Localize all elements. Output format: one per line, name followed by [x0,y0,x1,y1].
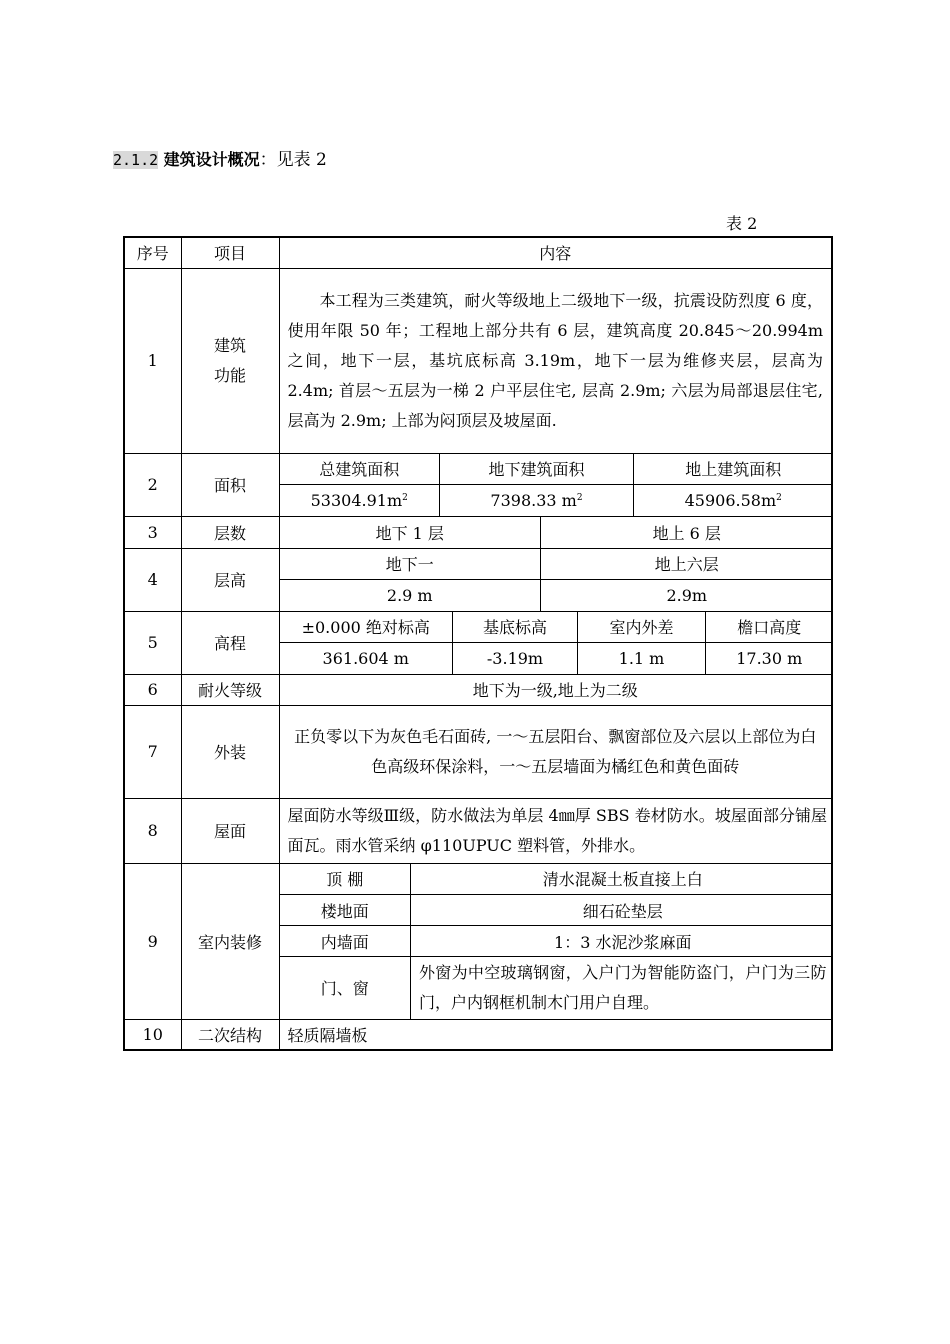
header-no: 序号 [124,237,181,268]
elevation-header: 室内外差 [578,612,706,643]
section-number: 2.1.2 [113,151,159,169]
elevation-header: ±0.000 绝对标高 [280,612,453,643]
section-heading [113,145,327,170]
row-number: 9 [124,863,181,1019]
row-item: 室内装修 [181,863,279,1019]
row-item [181,268,279,453]
row-item-line: 功能 [213,365,246,385]
interior-value: 外窗为中空玻璃钢窗，入户门为智能防盗门，户门为三防门，户内钢框机制木门用户自理。 [411,957,833,1019]
section-suffix: ：见表 2 [259,150,327,170]
table-row [124,674,832,705]
row-number: 1 [124,268,181,453]
row-item: 层高 [181,548,279,611]
row-number: 7 [124,705,181,798]
interior-key: 门、窗 [280,957,411,1019]
row-content [279,705,832,798]
row-number: 10 [124,1019,181,1050]
floors-value: 地上 6 层 [541,517,833,548]
interior-value: 细石砼垫层 [411,895,833,926]
row-number: 2 [124,453,181,516]
row-number: 3 [124,516,181,548]
row-item: 耐火等级 [181,674,279,705]
interior-subtable [280,864,833,1019]
row-number: 6 [124,674,181,705]
row-number: 5 [124,611,181,674]
area-value: 7398.33 $m^2$ [440,485,634,516]
elevation-subtable-cell [279,611,832,674]
storey-height-subtable-cell [279,548,832,611]
row-item: 面积 [181,453,279,516]
interior-subtable-cell [279,863,832,1019]
row-content [279,798,832,863]
table-row [124,268,832,453]
row-item: 二次结构 [181,1019,279,1050]
elevation-subtable [280,612,833,674]
row-item: 外装 [181,705,279,798]
row-content [279,268,832,453]
area-header: 地下建筑面积 [440,454,634,485]
row-content: 轻质隔墙板 [279,1019,832,1050]
row-number: 8 [124,798,181,863]
area-value: $45906.58m^2$ [634,485,833,516]
row-item: 层数 [181,516,279,548]
elevation-value: 361.604 m [280,643,453,674]
table-label: 表 2 [726,214,758,233]
roof-description: 屋面防水等级Ⅲ级，防水做法为单层 4㎜厚 SBS 卷材防水。坡屋面部分铺屋面瓦。雨水管采纳 φ110UPUC 塑料管，外排水。 [287,805,827,855]
function-description: 本工程为三类建筑，耐火等级地上二级地下一级，抗震设防烈度 6 度，使用年限 50 年；工程地上部分共有 6 层，建筑高度 20.845～20.994m 之间，地下一层，基坑底标高 3.19m，地下一层为维修夹层，层高为 2.4m; 首层～五层为一梯 2 户平层住宅, 层高 2.9m; 六层为局部退层住宅,层高为 2.9m; 上部为闷顶层及坡屋面. [287,290,823,430]
area-value: $53304.91m^2$ [280,485,440,516]
area-subtable [280,454,833,516]
floors-value: 地下 1 层 [280,517,541,548]
storey-height-header: 地上六层 [541,549,833,580]
interior-key: 楼地面 [280,895,411,926]
table-row [124,611,832,674]
table-row [124,863,832,1019]
floors-subtable [280,517,833,548]
table-row [124,798,832,863]
area-header: 总建筑面积 [280,454,440,485]
floors-subtable-cell [279,516,832,548]
interior-key: 顶 棚 [280,864,411,895]
elevation-header: 基底标高 [453,612,578,643]
interior-value: 清水混凝土板直接上白 [411,864,833,895]
table-row [124,1019,832,1050]
row-content: 地下为一级,地上为二级 [279,674,832,705]
elevation-header: 檐口高度 [706,612,833,643]
building-design-table [123,236,833,1051]
table-row [124,705,832,798]
storey-height-value: 2.9m [541,580,833,611]
table-header-row [124,237,832,268]
storey-height-subtable [280,549,833,611]
row-item: 屋面 [181,798,279,863]
table-row [124,516,832,548]
row-number: 4 [124,548,181,611]
interior-value: 1：3 水泥沙浆麻面 [411,926,833,957]
area-header: 地上建筑面积 [634,454,833,485]
elevation-value: 17.30 m [706,643,833,674]
row-item: 高程 [181,611,279,674]
table-row [124,548,832,611]
area-subtable-cell [279,453,832,516]
table-row [124,453,832,516]
exterior-description: 正负零以下为灰色毛石面砖, 一～五层阳台、飘窗部位及六层以上部位为白色高级环保涂料，一～五层墙面为橘红色和黄色面砖 [294,726,817,776]
header-content: 内容 [279,237,832,268]
row-item-line: 建筑 [213,335,246,355]
elevation-value: 1.1 m [578,643,706,674]
storey-height-header: 地下一 [280,549,541,580]
section-title: 建筑设计概况 [163,150,260,169]
header-item: 项目 [181,237,279,268]
elevation-value: -3.19m [453,643,578,674]
storey-height-value: 2.9 m [280,580,541,611]
interior-key: 内墙面 [280,926,411,957]
